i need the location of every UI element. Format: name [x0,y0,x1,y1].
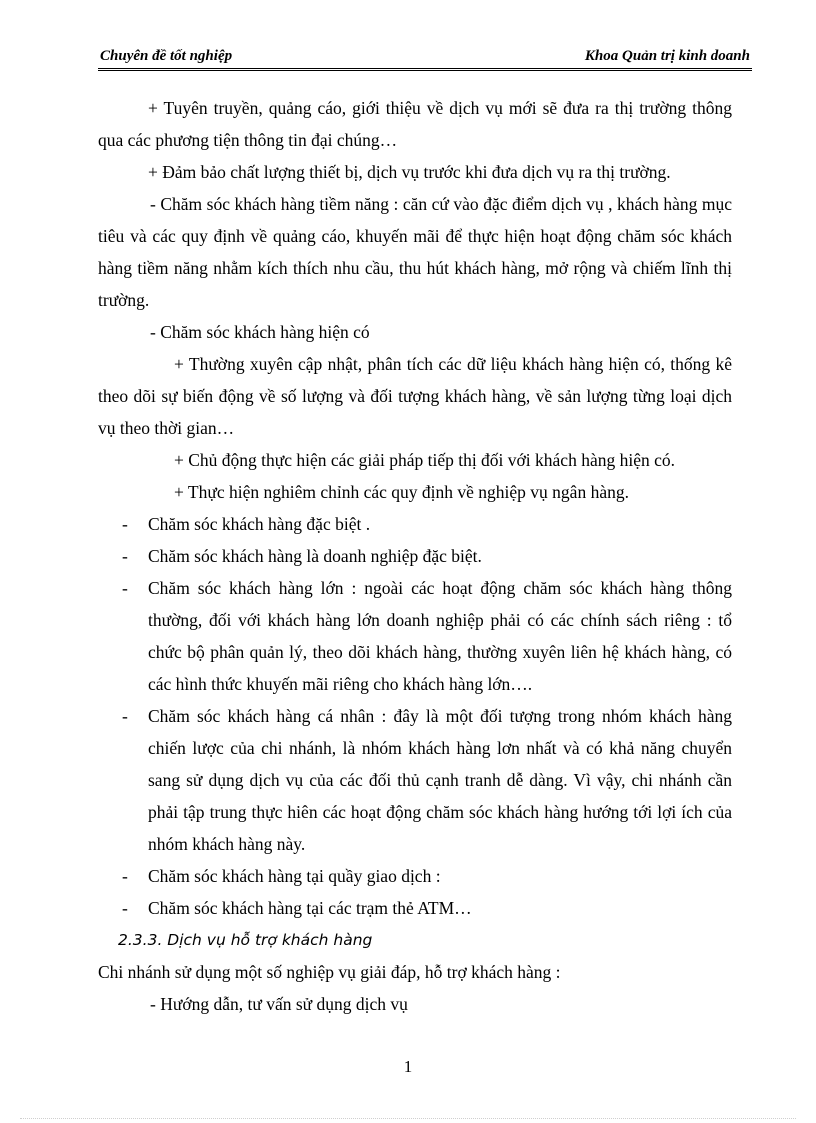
list-item-text: Chăm sóc khách hàng đặc biệt . [148,514,371,534]
list-item [98,892,732,924]
paragraph: + Đảm bảo chất lượng thiết bị, dịch vụ trước khi đưa dịch vụ ra thị trường. [148,162,671,182]
list-item [98,700,732,860]
list-item-text: Chăm sóc khách hàng là doanh nghiệp đặc biệt. [148,546,482,566]
page-bottom-divider [20,1118,796,1119]
paragraph: + Thực hiện nghiêm chỉnh các quy định về nghiệp vụ ngân hàng. [174,482,629,502]
page-number: 1 [403,1057,413,1076]
paragraph: + Thường xuyên cập nhật, phân tích các dữ liệu khách hàng hiện có, thống kê theo dõi sự biến động về số lượng và đối tượng khách hàng, về sản lượng từng loại dịch vụ theo thời gian… [98,354,732,438]
list-item-text: Chăm sóc khách hàng tại quầy giao dịch : [148,866,441,886]
bullet-dash: - [122,706,128,726]
bullet-dash: - [122,546,128,566]
bullet-dash: - [122,866,128,886]
paragraph: + Chủ động thực hiện các giải pháp tiếp thị đối với khách hàng hiện có. [174,450,675,470]
list-item-text: Chăm sóc khách hàng tại các trạm thẻ ATM… [148,898,472,918]
paragraph: - Chăm sóc khách hàng hiện có [150,322,370,342]
page-header [98,46,752,71]
list-item [98,508,732,540]
list-item-text: Chăm sóc khách hàng lớn : ngoài các hoạt động chăm sóc khách hàng thông thường, đối với khách hàng lớn doanh nghiệp phải có các chính sách riêng : tổ chức bộ phân quản lý, theo dõi khách hàng, thường xuyên liên hệ khách hàng, có các hình thức khuyến mãi riêng cho khách hàng lớn…. [148,578,732,694]
bullet-dash: - [122,898,128,918]
list-item-text: Chăm sóc khách hàng cá nhân : đây là một đối tượng trong nhóm khách hàng chiến lược của chi nhánh, là nhóm khách hàng lơn nhất và có khả năng chuyển sang sử dụng dịch vụ của các đối thủ cạnh tranh dễ dàng. Vì vậy, chi nhánh cần phải tập trung thực hiên các hoạt động chăm sóc khách hàng hướng tới lợi ích của nhóm khách hàng này. [148,706,732,854]
bullet-dash: - [122,578,128,598]
paragraph: - Hướng dẫn, tư vấn sử dụng dịch vụ [150,994,408,1014]
paragraph: Chi nhánh sử dụng một số nghiệp vụ giải đáp, hỗ trợ khách hàng : [98,962,561,982]
list-item [98,540,732,572]
paragraph: + Tuyên truyền, quảng cáo, giới thiệu về dịch vụ mới sẽ đưa ra thị trường thông qua các phương tiện thông tin đại chúng… [98,98,732,150]
paragraph: - Chăm sóc khách hàng tiềm năng : căn cứ vào đặc điểm dịch vụ , khách hàng mục tiêu và các quy định về quảng cáo, khuyến mãi để thực hiện hoạt động chăm sóc khách hàng tiềm năng nhằm kích thích nhu cầu, thu hút khách hàng, mở rộng và chiếm lĩnh thị trường. [98,194,732,310]
document-body [98,92,732,1020]
list-item [98,860,732,892]
section-heading: 2.3.3. Dịch vụ hỗ trợ khách hàng [118,931,373,949]
bullet-dash: - [122,514,128,534]
list-item [98,572,732,700]
header-left-title: Chuyên đề tốt nghiệp [100,48,233,64]
header-right-title: Khoa Quản trị kinh doanh [584,48,750,64]
